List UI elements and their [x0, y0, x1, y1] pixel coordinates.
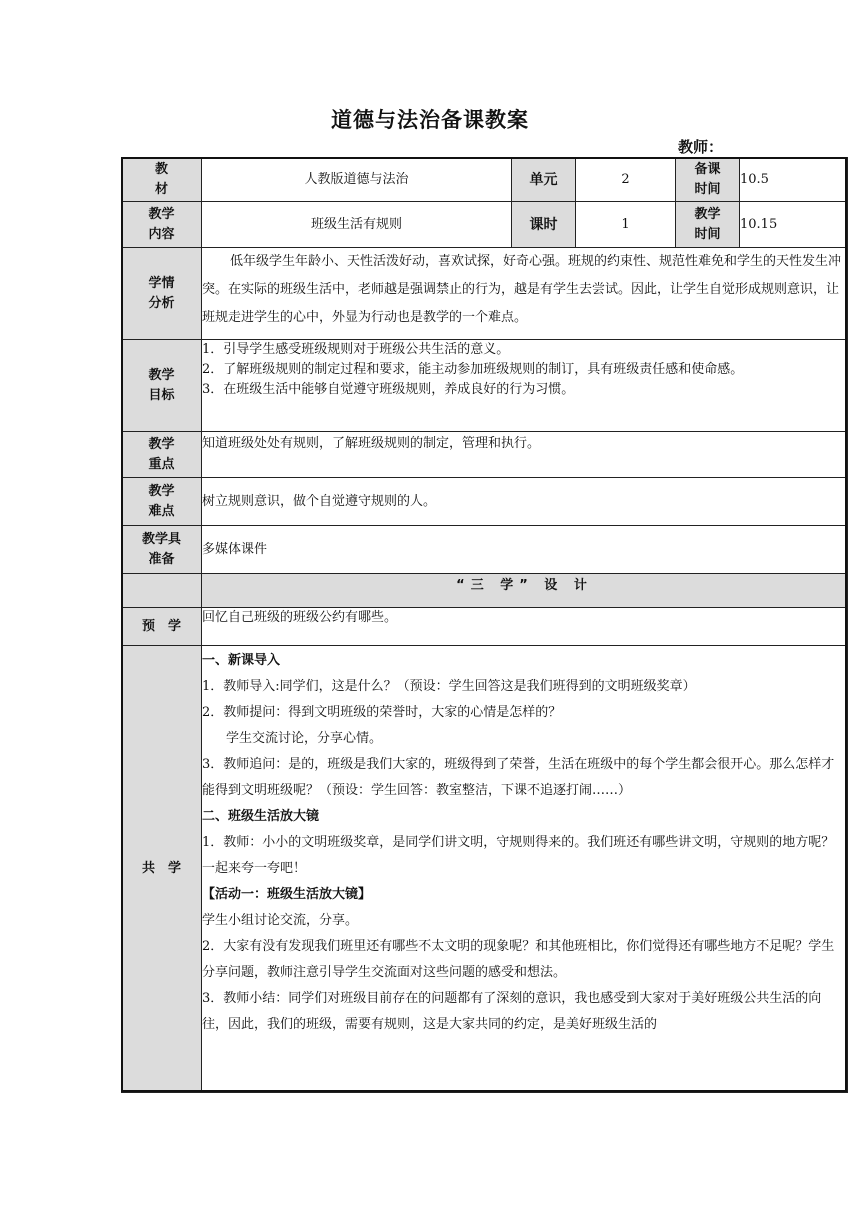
row-content	[122, 202, 848, 248]
textbook-value: 人教版道德与法治	[202, 158, 512, 202]
paragraph: 1．教师导入:同学们，这是什么？（预设：学生回答这是我们班得到的文明班级奖章）	[202, 679, 696, 694]
label-teach-time: 教学 时间	[676, 202, 740, 248]
analysis-text: 低年级学生年龄小、天性活泼好动，喜欢试探，好奇心强。班规的约束性、规范性难免和学生的天性发生冲突。在实际的班级生活中，老师越是强调禁止的行为，越是有学生去尝试。因此，让学生自觉形成规则意识，让班规走进学生的心中，外显为行动也是教学的一个难点。	[202, 254, 842, 325]
difficulties-text: 树立规则意识，做个自觉遵守规则的人。	[202, 493, 437, 509]
row-difficulties	[122, 478, 848, 526]
paragraph: 3．教师小结：同学们对班级目前存在的问题都有了深刻的意识，我也感受到大家对于美好班级公共生活的向往，因此，我们的班级，需要有规则，这是大家共同的约定，是美好班级生活的	[202, 991, 822, 1032]
key-points-text: 知道班级处处有规则，了解班级规则的制定，管理和执行。	[202, 436, 541, 451]
paragraph: 3．教师追问：是的，班级是我们大家的，班级得到了荣誉，生活在班级中的每个学生都会很开心。那么怎样才能得到文明班级呢？（预设：学生回答：教室整洁，下课不追逐打闹……）	[202, 757, 835, 798]
lesson-plan-table	[121, 157, 848, 1093]
activity-heading: 【活动一：班级生活放大镜】	[202, 887, 372, 902]
label-preview: 预 学	[122, 608, 202, 646]
preview-text: 回忆自己班级的班级公约有哪些。	[202, 610, 398, 625]
row-key-points	[122, 432, 848, 478]
paragraph: 1．教师：小小的文明班级奖章，是同学们讲文明，守规则得来的。我们班还有哪些讲文明，守规则的地方呢？一起来夸一夸吧！	[202, 835, 835, 876]
row-preview	[122, 608, 848, 646]
label-colearn: 共 学	[122, 646, 202, 1093]
unit-value: 2	[576, 158, 676, 202]
label-materials: 教学具 准备	[122, 526, 202, 574]
label-analysis: 学情 分析	[122, 248, 202, 340]
section-heading: 二、班级生活放大镜	[202, 809, 320, 824]
label-unit: 单元	[512, 158, 576, 202]
section-heading: 一、新课导入	[202, 653, 281, 668]
row-analysis	[122, 248, 848, 340]
label-prep-time: 备课 时间	[676, 158, 740, 202]
row-goals	[122, 340, 848, 432]
goal-item: 3．在班级生活中能够自觉遵守班级规则，养成良好的行为习惯。	[202, 382, 575, 397]
paragraph: 学生交流讨论，分享心情。	[226, 731, 383, 746]
label-content: 教学 内容	[122, 202, 202, 248]
row-textbook	[122, 158, 848, 202]
materials-text: 多媒体课件	[202, 541, 268, 557]
band-spacer	[122, 574, 202, 608]
paragraph: 2．大家有没有发现我们班里还有哪些不太文明的现象呢？和其他班相比，你们觉得还有哪些地方不足呢？学生分享问题，教师注意引导学生交流面对这些问题的感受和想法。	[202, 939, 835, 980]
row-design-band	[122, 574, 848, 608]
label-period: 课时	[512, 202, 576, 248]
goal-item: 1．引导学生感受班级规则对于班级公共生活的意义。	[202, 342, 510, 357]
design-band-title: “三 学” 设 计	[202, 574, 848, 608]
paragraph: 学生小组讨论交流，分享。	[202, 913, 359, 928]
teach-time-value: 10.15	[740, 202, 848, 248]
content-value: 班级生活有规则	[202, 202, 512, 248]
label-difficulties: 教学 难点	[122, 478, 202, 526]
label-textbook: 教 材	[122, 158, 202, 202]
paragraph: 2．教师提问：得到文明班级的荣誉时，大家的心情是怎样的？	[202, 705, 562, 720]
period-value: 1	[576, 202, 676, 248]
prep-time-value: 10.5	[740, 158, 848, 202]
row-colearn	[122, 646, 848, 1093]
page-title: 道德与法治备课教案	[331, 108, 529, 132]
label-goals: 教学 目标	[122, 340, 202, 432]
row-materials	[122, 526, 848, 574]
label-key-points: 教学 重点	[122, 432, 202, 478]
teacher-label: 教师：	[678, 138, 724, 156]
goal-item: 2．了解班级规则的制定过程和要求，能主动参加班级规则的制订，具有班级责任感和使命感。	[202, 362, 744, 377]
